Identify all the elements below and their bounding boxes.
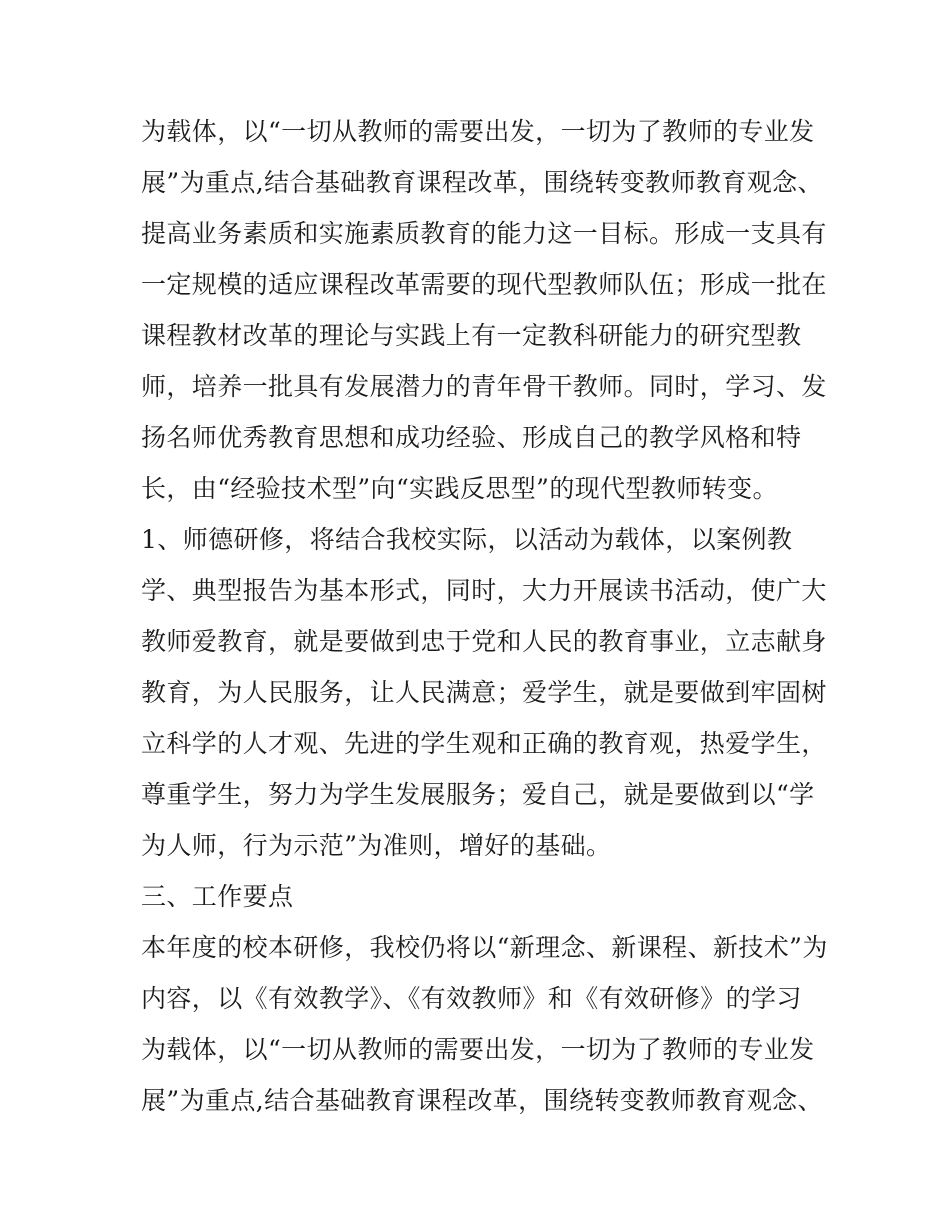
text-line: 展”为重点,结合基础教育课程改革，围绕转变教师教育观念、 [141, 168, 823, 197]
text-line: 展”为重点,结合基础教育课程改革，围绕转变教师教育观念、 [141, 1086, 823, 1115]
text-line: 为人师，行为示范”为准则，增好的基础。 [141, 831, 612, 860]
text-line: 内容，以《有效教学》、《有效教师》和《有效研修》的学习 [141, 984, 802, 1013]
text-line: 长，由“经验技术型”向“实践反思型”的现代型教师转变。 [141, 474, 778, 503]
text-line: 扬名师优秀教育思想和成功经验、形成自己的教学风格和特 [141, 423, 802, 452]
text-line: 提高业务素质和实施素质教育的能力这一目标。形成一支具有 [141, 219, 827, 248]
text-line: 为载体，以“一切从教师的需要出发，一切为了教师的专业发 [141, 117, 815, 146]
list-item-line: 1、师德研修，将结合我校实际，以活动为载体，以案例教 [141, 525, 793, 554]
text-line: 为载体，以“一切从教师的需要出发，一切为了教师的专业发 [141, 1035, 815, 1064]
text-line: 本年度的校本研修，我校仍将以“新理念、新课程、新技术”为 [141, 933, 828, 962]
document-body [141, 106, 828, 1126]
text-line: 尊重学生，努力为学生发展服务；爱自己，就是要做到以“学 [141, 780, 815, 809]
section-heading: 三、工作要点 [141, 882, 294, 911]
text-line: 教师爱教育，就是要做到忠于党和人民的教育事业，立志献身 [141, 627, 827, 656]
text-line: 师，培养一批具有发展潜力的青年骨干教师。同时，学习、发 [141, 372, 827, 401]
text-line: 课程教材改革的理论与实践上有一定教科研能力的研究型教 [141, 321, 802, 350]
text-line: 教育，为人民服务，让人民满意；爱学生，就是要做到牢固树 [141, 678, 827, 707]
text-line: 一定规模的适应课程改革需要的现代型教师队伍；形成一批在 [141, 270, 827, 299]
text-line: 学、典型报告为基本形式，同时，大力开展读书活动，使广大 [141, 576, 827, 605]
text-line: 立科学的人才观、先进的学生观和正确的教育观，热爱学生， [141, 729, 827, 758]
